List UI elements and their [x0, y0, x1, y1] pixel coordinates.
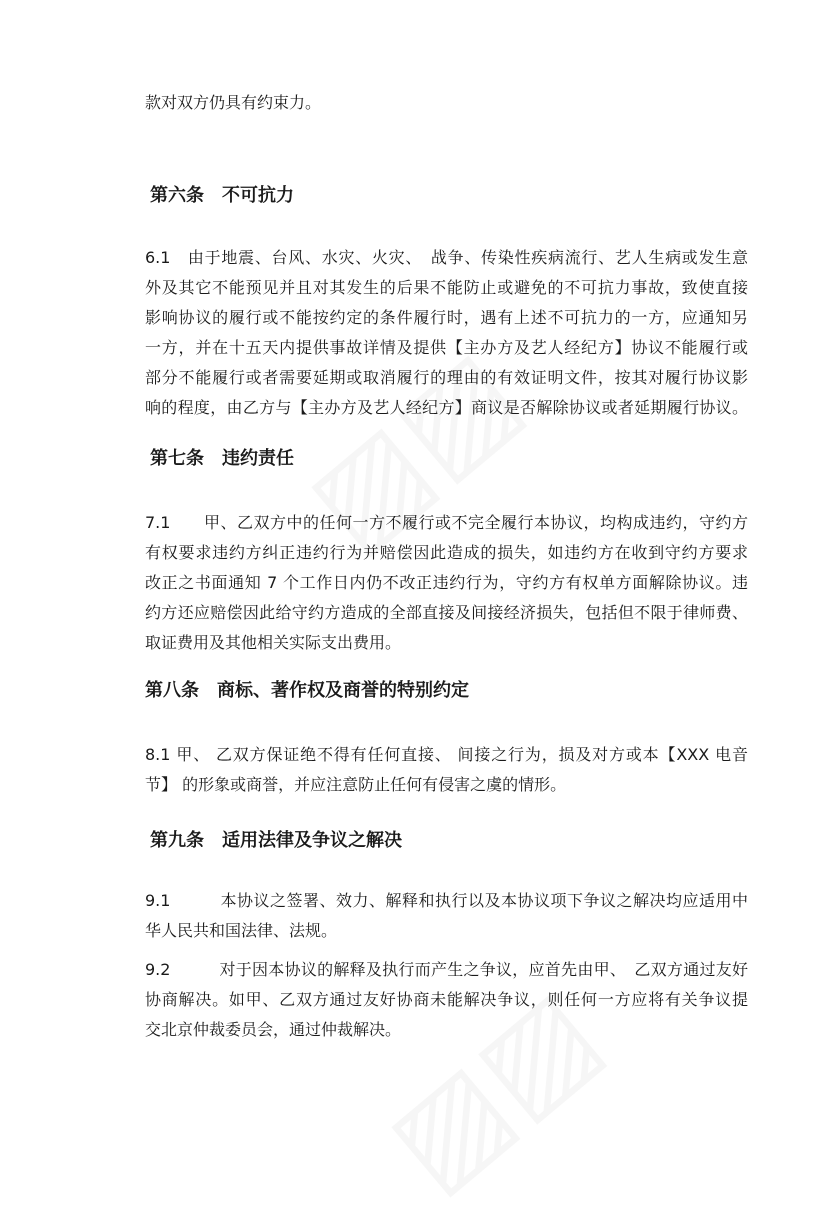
text-line: 6.1 由于地震、台风、水灾、火灾、 战争、传染性疾病流行、艺人生病或发生意: [145, 248, 748, 267]
text-line: 节】 的形象或商誉，并应注意防止任何有侵害之虞的情形。: [145, 775, 567, 794]
section-9-heading: 第九条 适用法律及争议之解决: [150, 830, 402, 851]
text-line: 外及其它不能预见并且对其发生的后果不能防止或避免的不可抗力事故，致使直接: [145, 278, 748, 297]
clause-8-1: [145, 740, 748, 800]
paragraph-intro: [145, 88, 748, 118]
text-line: 部分不能履行或者需要延期或取消履行的理由的有效证明文件，按其对履行协议影: [145, 368, 748, 387]
text-line: 款对双方仍具有约束力。: [145, 93, 322, 112]
text-line: 协商解决。如甲、乙双方通过友好协商未能解决争议，则任何一方应将有关争议提: [145, 990, 748, 1009]
text-line: 7.1 甲、乙双方中的任何一方不履行或不完全履行本协议，均构成违约，守约方: [145, 513, 748, 532]
text-line: 约方还应赔偿因此给守约方造成的全部直接及间接经济损失，包括但不限于律师费、: [145, 603, 748, 622]
clause-9-2: [145, 955, 748, 1045]
section-7-heading: 第七条 违约责任: [150, 448, 294, 469]
text-line: 9.2 对于因本协议的解释及执行而产生之争议，应首先由甲、 乙双方通过友好: [145, 960, 748, 979]
section-8-heading: 第八条 商标、著作权及商誉的特别约定: [145, 680, 469, 701]
text-line: 有权要求违约方纠正违约行为并赔偿因此造成的损失，如违约方在收到守约方要求: [145, 543, 748, 562]
text-line: 一方，并在十五天内提供事故详情及提供【主办方及艺人经纪方】协议不能履行或: [145, 338, 748, 357]
section-6-heading: 第六条 不可抗力: [150, 185, 294, 206]
text-line: 华人民共和国法律、法规。: [145, 921, 338, 940]
text-line: 交北京仲裁委员会，通过仲裁解决。: [145, 1020, 402, 1039]
clause-9-1: [145, 886, 748, 946]
text-line: 影响协议的履行或不能按约定的条件履行时，遇有上述不可抗力的一方，应通知另: [145, 308, 748, 327]
text-line: 9.1 本协议之签署、效力、解释和执行以及本协议项下争议之解决均应适用中: [145, 891, 748, 910]
text-line: 改正之书面通知 7 个工作日内仍不改正违约行为，守约方有权单方面解除协议。违: [145, 573, 748, 592]
text-line: 8.1 甲、 乙双方保证绝不得有任何直接、 间接之行为，损及对方或本【XXX 电音: [145, 745, 748, 764]
clause-7-1: [145, 508, 748, 658]
clause-6-1: [145, 243, 748, 423]
text-line: 响的程度，由乙方与【主办方及艺人经纪方】商议是否解除协议或者延期履行协议。: [145, 398, 748, 417]
text-line: 取证费用及其他相关实际支出费用。: [145, 633, 402, 652]
